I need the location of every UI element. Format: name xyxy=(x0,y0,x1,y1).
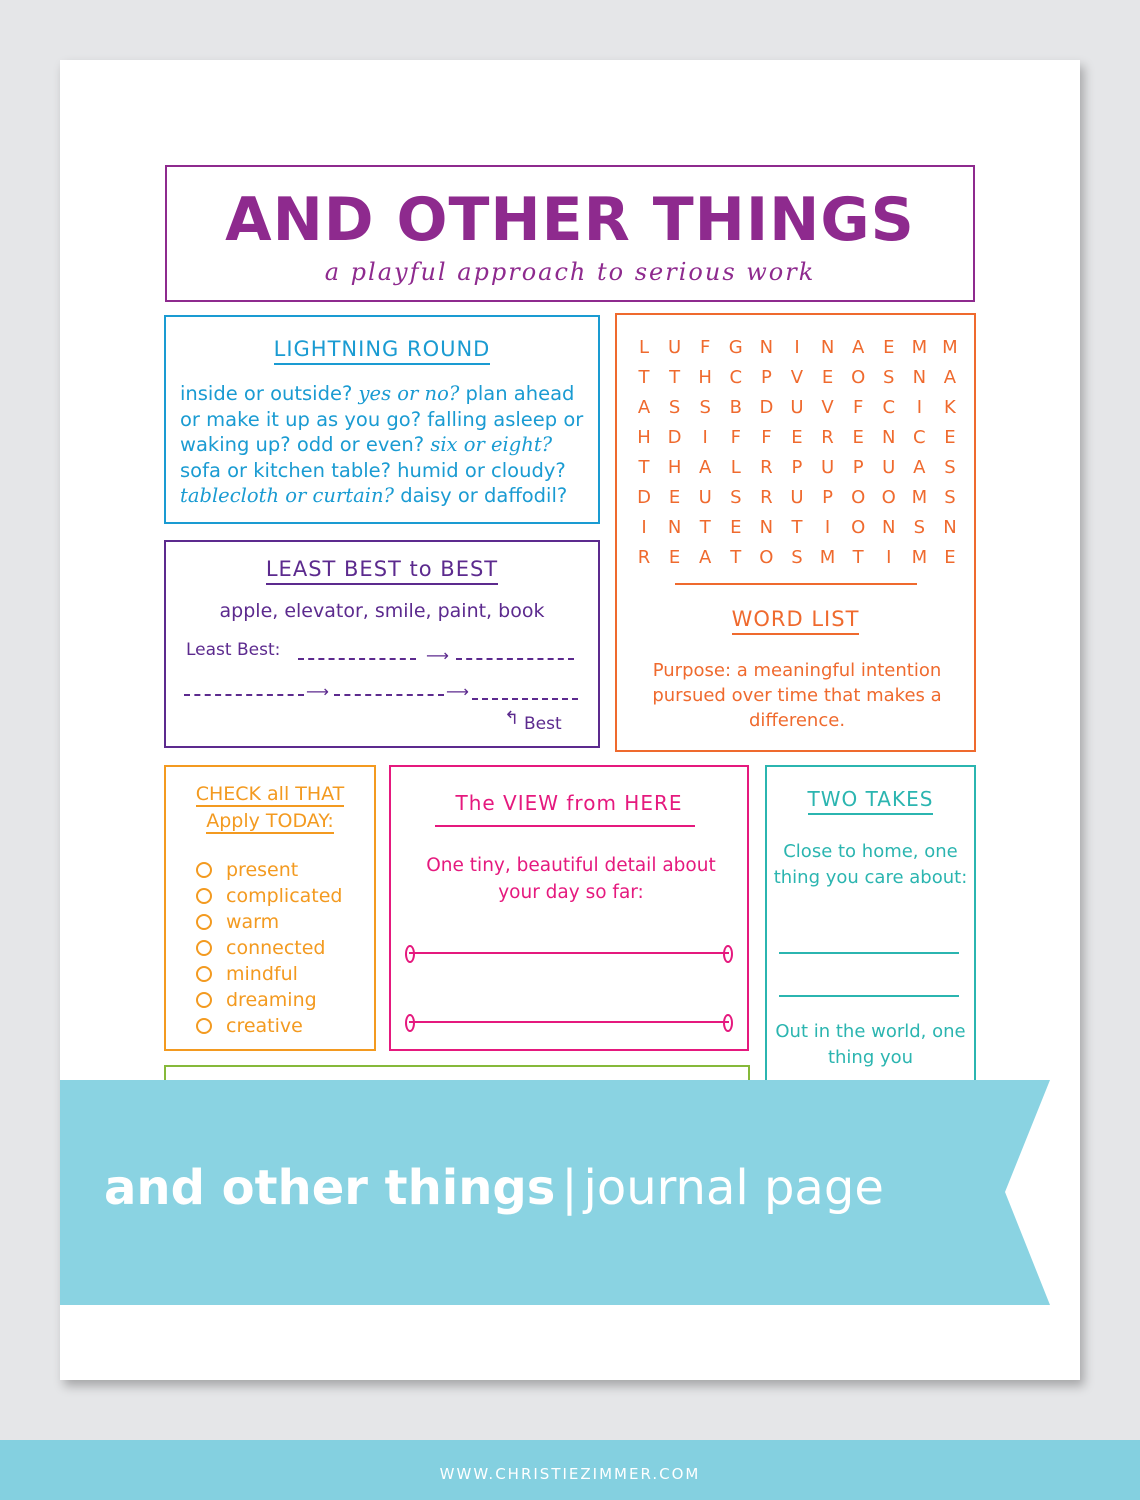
word-search-letter: U xyxy=(882,457,896,478)
checklist-item[interactable] xyxy=(196,987,376,1013)
word-search-letter: M xyxy=(911,547,928,568)
ranking-blank[interactable] xyxy=(456,658,574,660)
word-search-letter: A xyxy=(913,457,926,478)
word-search-letter: U xyxy=(820,457,835,478)
lightning-text-segment: sofa or kitchen table? humid or cloudy? xyxy=(180,458,566,482)
word-search-letter: P xyxy=(760,367,772,388)
word-search-letter: S xyxy=(944,457,956,478)
divider xyxy=(675,583,917,585)
checklist-item[interactable] xyxy=(196,961,376,987)
checklist-item-label: dreaming xyxy=(226,989,317,1011)
lightning-text-segment: inside or outside? xyxy=(180,382,359,405)
word-search-letter: U xyxy=(668,337,682,358)
word-search-letter: E xyxy=(791,427,803,448)
word-search-letter: S xyxy=(791,547,803,568)
checklist-item[interactable] xyxy=(196,1013,376,1039)
lightning-line xyxy=(180,483,590,509)
writing-line[interactable] xyxy=(779,995,959,997)
word-search-letter: M xyxy=(911,487,928,508)
word-search-letter: N xyxy=(759,337,774,358)
checkbox-circle-icon[interactable] xyxy=(196,888,212,904)
lightning-round-text xyxy=(180,381,590,509)
word-search-letter: H xyxy=(637,427,651,448)
word-search-letter: P xyxy=(852,457,864,478)
word-search-letter: O xyxy=(759,547,774,568)
word-search-letter: S xyxy=(730,487,742,508)
view-from-here-box xyxy=(389,765,749,1051)
lightning-round-box xyxy=(164,315,600,524)
word-search-letter: O xyxy=(851,487,866,508)
word-search-letter: I xyxy=(641,517,647,538)
ranking-blank[interactable] xyxy=(298,658,416,660)
word-search-letter: K xyxy=(944,397,956,418)
word-search-letter: M xyxy=(911,337,928,358)
checklist-item-label: warm xyxy=(226,911,280,933)
word-search-letter: R xyxy=(821,427,834,448)
word-search-letter: N xyxy=(912,367,927,388)
word-search-letter: H xyxy=(698,367,712,388)
word-search-letter: R xyxy=(637,547,651,568)
word-search-letter: T xyxy=(638,457,650,478)
checkbox-circle-icon[interactable] xyxy=(196,940,212,956)
checklist-item-label: present xyxy=(226,859,299,881)
least-best-box xyxy=(164,540,600,748)
checkbox-circle-icon[interactable] xyxy=(196,862,212,878)
checklist-item-label: complicated xyxy=(226,885,343,907)
two-takes-box xyxy=(765,765,976,1095)
lightning-text-segment: or make it up as you go? falling asleep or xyxy=(180,407,584,431)
lightning-line xyxy=(180,432,590,458)
least-best-title xyxy=(166,557,598,581)
word-search-letter: I xyxy=(794,337,800,358)
arrow-right-icon: ⟶ xyxy=(426,646,449,665)
word-search-letter: M xyxy=(942,337,958,358)
two-takes-title-text: TWO TAKES xyxy=(808,787,934,815)
checklist-item-label: mindful xyxy=(226,963,298,985)
word-search-letter: R xyxy=(760,487,773,508)
word-search-letter: U xyxy=(698,487,712,508)
word-search-letter: A xyxy=(851,337,865,358)
word-search-letter: S xyxy=(699,397,711,418)
word-search-row xyxy=(629,397,965,427)
lightning-text-segment: daisy or daffodil? xyxy=(394,484,568,507)
word-search-letter: F xyxy=(700,337,711,358)
word-search-letter: I xyxy=(916,397,922,418)
word-search-grid xyxy=(629,337,965,577)
least-best-label: Least Best: xyxy=(186,640,281,660)
least-best-items: apple, elevator, smile, paint, book xyxy=(219,600,545,622)
word-search-letter: T xyxy=(699,517,711,538)
banner-title: and other things xyxy=(104,1160,556,1216)
word-search-letter: O xyxy=(851,517,866,538)
word-search-letter: F xyxy=(730,427,741,448)
word-search-letter: P xyxy=(822,487,833,508)
word-search-letter: E xyxy=(944,547,956,568)
word-search-letter: R xyxy=(760,457,773,478)
banner-subtitle: journal page xyxy=(583,1160,884,1216)
banner-text xyxy=(104,1160,884,1216)
two-takes-title xyxy=(767,787,974,811)
word-search-letter: E xyxy=(852,427,864,448)
banner-separator: | xyxy=(561,1160,578,1216)
tagline: a playful approach to serious work xyxy=(324,258,816,286)
lightning-line xyxy=(180,381,590,407)
word-search-letter: N xyxy=(882,427,896,448)
two-takes-prompt-world: Out in the world, one thing you xyxy=(775,1021,966,1068)
word-search-letter: T xyxy=(791,517,803,538)
word-search-letter: L xyxy=(638,337,650,358)
word-search-letter: D xyxy=(637,487,651,508)
word-search-letter: G xyxy=(728,337,743,358)
word-search-letter: E xyxy=(944,427,956,448)
word-search-letter: N xyxy=(820,337,835,358)
lightning-text-segment: waking up? odd or even? xyxy=(180,433,431,456)
footer-url[interactable]: WWW.CHRISTIEZIMMER.COM xyxy=(439,1465,701,1483)
word-search-letter: O xyxy=(881,487,896,508)
word-search-row xyxy=(629,517,965,547)
word-search-letter: C xyxy=(882,397,896,418)
check-all-title xyxy=(166,781,374,835)
view-title: The VIEW from HERE xyxy=(455,791,683,815)
checklist-item[interactable] xyxy=(196,857,376,883)
word-search-row xyxy=(629,547,965,577)
word-search-letter: N xyxy=(759,517,774,538)
word-search-letter: F xyxy=(852,397,864,418)
word-search-row xyxy=(629,457,965,487)
lightning-line xyxy=(180,407,590,433)
word-search-letter: O xyxy=(851,367,866,388)
ranking-blank[interactable] xyxy=(334,694,444,696)
arrow-up-icon: ↰ xyxy=(504,708,520,729)
word-search-letter: S xyxy=(944,487,956,508)
lightning-text-segment: plan ahead xyxy=(459,382,575,405)
page-title: AND OTHER THINGS xyxy=(225,185,915,255)
lightning-round-title xyxy=(166,337,598,361)
arrow-right-icon: ⟶ xyxy=(306,682,329,701)
word-search-letter: E xyxy=(668,547,681,568)
checklist-item-label: connected xyxy=(226,937,326,959)
check-all-box xyxy=(164,765,376,1051)
two-takes-prompt-home: Close to home, one thing you care about: xyxy=(773,841,968,888)
lightning-round-title-text: LIGHTNING ROUND xyxy=(274,337,491,365)
word-list-text: Purpose: a meaningful intention pursued over time that makes a difference. xyxy=(652,660,942,731)
ranking-blank[interactable] xyxy=(184,694,304,696)
word-search-letter: U xyxy=(790,397,804,418)
checklist-item[interactable] xyxy=(196,935,376,961)
view-prompt: One tiny, beautiful detail about your day so far: xyxy=(426,855,716,903)
word-search-letter: I xyxy=(824,517,831,538)
word-search-letter: E xyxy=(730,517,742,538)
word-search-letter: I xyxy=(886,547,892,568)
word-search-letter: A xyxy=(943,367,957,388)
word-search-letter: P xyxy=(791,457,803,478)
word-search-letter: S xyxy=(913,517,926,538)
word-search-row xyxy=(629,427,965,457)
word-search-letter: E xyxy=(883,337,895,358)
lightning-line xyxy=(180,458,590,484)
checkbox-circle-icon[interactable] xyxy=(196,966,212,982)
check-title-line: CHECK all THAT xyxy=(195,783,345,805)
word-search-letter: S xyxy=(668,397,681,418)
word-search-letter: S xyxy=(883,367,895,388)
word-search-letter: F xyxy=(761,427,772,448)
word-search-letter: V xyxy=(790,367,804,388)
checklist-item[interactable] xyxy=(196,883,376,909)
title-box xyxy=(165,165,975,302)
word-search-letter: E xyxy=(668,487,681,508)
writing-line[interactable] xyxy=(779,952,959,954)
word-search-letter: H xyxy=(667,457,682,478)
word-search-letter: A xyxy=(699,547,712,568)
word-search-letter: T xyxy=(730,547,742,568)
lightning-text-segment: six or eight? xyxy=(430,433,553,456)
checklist-item[interactable] xyxy=(196,909,376,935)
writing-line[interactable] xyxy=(409,1021,729,1023)
word-list-title xyxy=(617,607,974,631)
check-title-line: Apply TODAY: xyxy=(206,810,334,832)
checklist-item-label: creative xyxy=(226,1015,303,1037)
word-search-box xyxy=(615,313,976,752)
lightning-text-segment: tablecloth or curtain? xyxy=(180,484,394,507)
checkbox-circle-icon[interactable] xyxy=(196,992,212,1008)
checkbox-circle-icon[interactable] xyxy=(196,1018,212,1034)
word-search-letter: C xyxy=(913,427,926,448)
word-search-letter: L xyxy=(730,457,741,478)
word-search-letter: T xyxy=(638,367,650,388)
divider xyxy=(435,825,695,827)
word-search-letter: I xyxy=(702,427,708,448)
word-search-letter: D xyxy=(759,397,774,418)
word-search-letter: U xyxy=(790,487,804,508)
best-label: Best xyxy=(524,714,562,734)
word-search-letter: A xyxy=(699,457,712,478)
checklist xyxy=(196,857,376,1039)
ranking-blank[interactable] xyxy=(472,698,578,700)
word-search-row xyxy=(629,367,965,397)
word-search-letter: N xyxy=(943,517,957,538)
word-search-letter: C xyxy=(729,367,743,388)
word-search-letter: N xyxy=(667,517,682,538)
word-list-title-text: WORD LIST xyxy=(732,607,860,635)
lightning-text-segment: yes or no? xyxy=(358,382,460,405)
writing-line[interactable] xyxy=(409,952,729,954)
word-search-letter: T xyxy=(669,367,681,388)
word-search-letter: E xyxy=(821,367,834,388)
word-search-letter: T xyxy=(852,547,864,568)
word-search-letter: D xyxy=(667,427,682,448)
word-search-row xyxy=(629,337,965,367)
arrow-right-icon: ⟶ xyxy=(446,682,469,701)
word-search-letter: B xyxy=(729,397,742,418)
word-search-row xyxy=(629,487,965,517)
word-search-letter: A xyxy=(637,397,651,418)
word-search-letter: M xyxy=(819,547,836,568)
word-search-letter: N xyxy=(882,517,896,538)
checkbox-circle-icon[interactable] xyxy=(196,914,212,930)
least-best-title-text: LEAST BEST to BEST xyxy=(266,557,498,585)
word-search-letter: V xyxy=(821,397,834,418)
